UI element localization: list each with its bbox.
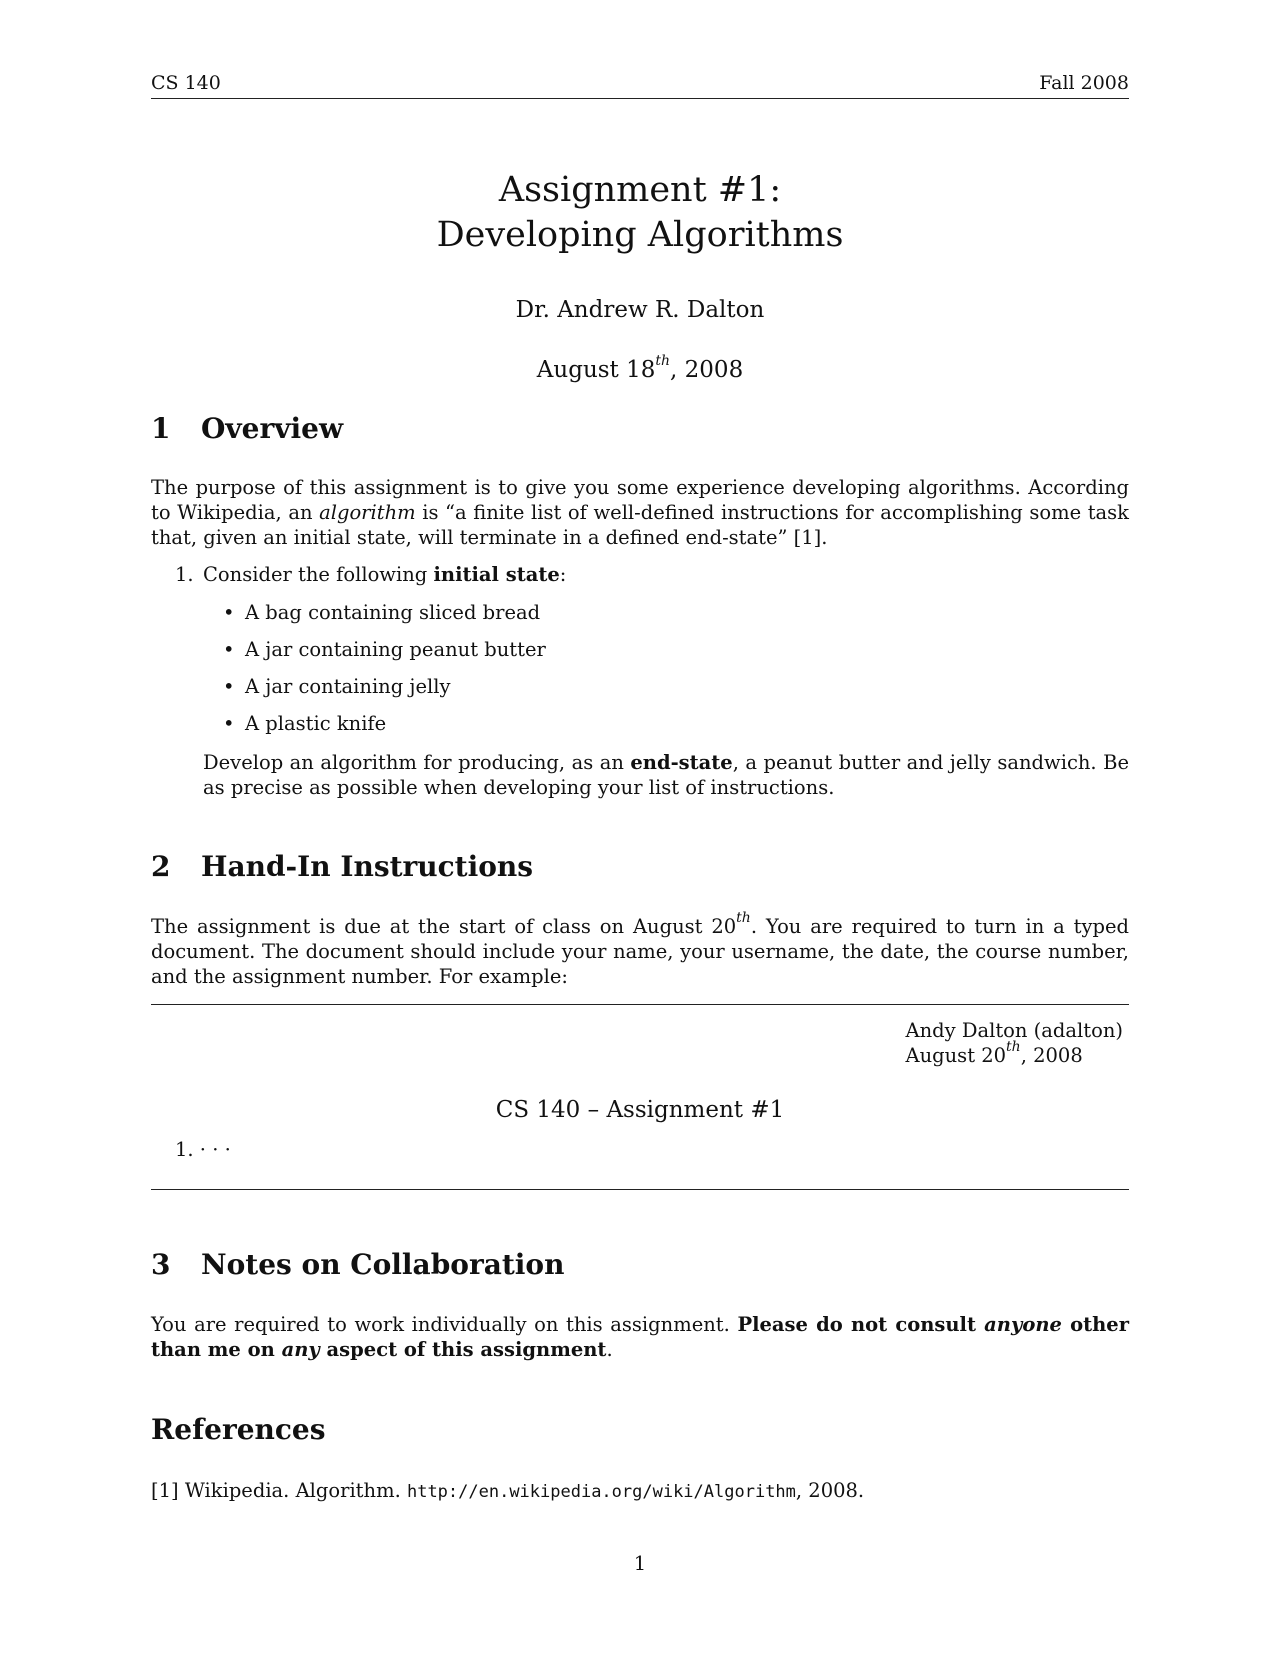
initial-state-list xyxy=(223,600,923,748)
author: Dr. Andrew R. Dalton xyxy=(515,297,765,323)
reference-url[interactable]: http://en.wikipedia.org/wiki/Algorithm xyxy=(406,1482,796,1502)
develop-text-pre: Develop an algorithm for producing, as an xyxy=(203,751,631,774)
overview-text-1: The purpose of this assignment is to give you some experience developing algorithms. According to Wikipedia, an xyxy=(151,476,1129,524)
running-header xyxy=(151,72,1129,99)
date xyxy=(151,353,1129,383)
overview-algorithm-term: algorithm xyxy=(319,501,416,524)
handin-text-post: . You are required to turn in a typed document. The document should include your name, your username, the date, the course number, and the assignment number. For example: xyxy=(151,915,1129,988)
section-heading-overview xyxy=(151,412,1129,445)
enum-text-pre: Consider the following xyxy=(203,563,434,586)
overview-text-2: is “a finite list of well-defined instructions for accomplishing some task that, given an initial state, will terminate in a defined end-state” [1]. xyxy=(151,501,1129,549)
reference-label: [1] xyxy=(151,1479,179,1502)
bullet-icon: • xyxy=(223,638,235,661)
collab-bold-em-1: anyone xyxy=(984,1313,1062,1336)
section-heading-handin xyxy=(151,850,1129,883)
handin-text-pre: The assignment is due at the start of class on August 20 xyxy=(151,915,737,938)
example-heading: CS 140 – Assignment #1 xyxy=(495,1097,785,1123)
collab-bold-em-2: any xyxy=(281,1338,320,1361)
example-item: 1. · · · xyxy=(175,1138,231,1161)
section-title: Hand-In Instructions xyxy=(201,850,534,883)
date-suffix: , 2008 xyxy=(670,357,744,383)
title-line-1: Assignment #1: xyxy=(498,170,782,210)
section-number: 2 xyxy=(151,850,171,883)
header-course: CS 140 xyxy=(151,72,221,94)
handin-ordinal: th xyxy=(736,910,751,926)
section-title: Overview xyxy=(201,412,344,445)
list-item-text: A jar containing peanut butter xyxy=(245,638,546,661)
list-item xyxy=(223,711,923,748)
example-name: Andy Dalton (adalton) xyxy=(905,1019,1123,1042)
date-prefix: August 18 xyxy=(536,357,656,383)
enum-label: 1. xyxy=(175,563,194,586)
title-block xyxy=(151,168,1129,383)
document-page xyxy=(151,0,1129,1656)
collab-bold-1: Please do not consult xyxy=(737,1313,985,1336)
list-item-text: A plastic knife xyxy=(245,712,387,735)
list-item xyxy=(223,600,923,637)
overview-paragraph xyxy=(151,475,1129,550)
example-top-rule xyxy=(151,1004,1129,1005)
collab-bold-3: aspect of this assignment xyxy=(319,1338,607,1361)
enum-text-post: : xyxy=(559,563,567,586)
bullet-icon: • xyxy=(223,712,235,735)
page-number: 1 xyxy=(633,1552,647,1575)
handin-paragraph xyxy=(151,910,1129,989)
list-item xyxy=(223,674,923,711)
section-number: 3 xyxy=(151,1248,171,1281)
list-item-text: A jar containing jelly xyxy=(245,675,451,698)
reference-text-pre: Wikipedia. Algorithm. xyxy=(184,1479,407,1502)
enumerated-item-1 xyxy=(175,562,1129,587)
example-bottom-rule xyxy=(151,1189,1129,1190)
list-item xyxy=(223,637,923,674)
collab-text-plain: You are required to work individually on this assignment. xyxy=(151,1313,738,1336)
bullet-icon: • xyxy=(223,675,235,698)
enum-text-bold: initial state xyxy=(433,563,560,586)
example-date xyxy=(905,1039,1124,1068)
develop-text-bold: end-state xyxy=(630,751,733,774)
section-number: 1 xyxy=(151,412,171,445)
develop-instruction xyxy=(203,750,1129,800)
example-signature xyxy=(906,1018,1124,1068)
section-heading-collab xyxy=(151,1248,1129,1281)
references-heading: References xyxy=(151,1413,326,1446)
list-item-text: A bag containing sliced bread xyxy=(245,601,541,624)
section-title: Notes on Collaboration xyxy=(201,1248,565,1281)
example-date-suffix: , 2008 xyxy=(1020,1044,1083,1067)
collab-end: . xyxy=(606,1338,613,1361)
collab-paragraph xyxy=(151,1312,1129,1362)
develop-text-post: , a peanut butter and jelly sandwich. Be as precise as possible when developing your list of instructions. xyxy=(203,751,1129,799)
collab-bold-2: other than me on xyxy=(151,1313,1129,1361)
reference-item xyxy=(151,1479,864,1502)
title-line-2: Developing Algorithms xyxy=(436,215,844,255)
reference-text-post: , 2008. xyxy=(795,1479,865,1502)
bullet-icon: • xyxy=(223,601,235,624)
header-term: Fall 2008 xyxy=(1039,72,1129,94)
example-date-ordinal: th xyxy=(1006,1039,1021,1055)
example-date-prefix: August 20 xyxy=(905,1044,1007,1067)
date-ordinal: th xyxy=(655,353,671,369)
